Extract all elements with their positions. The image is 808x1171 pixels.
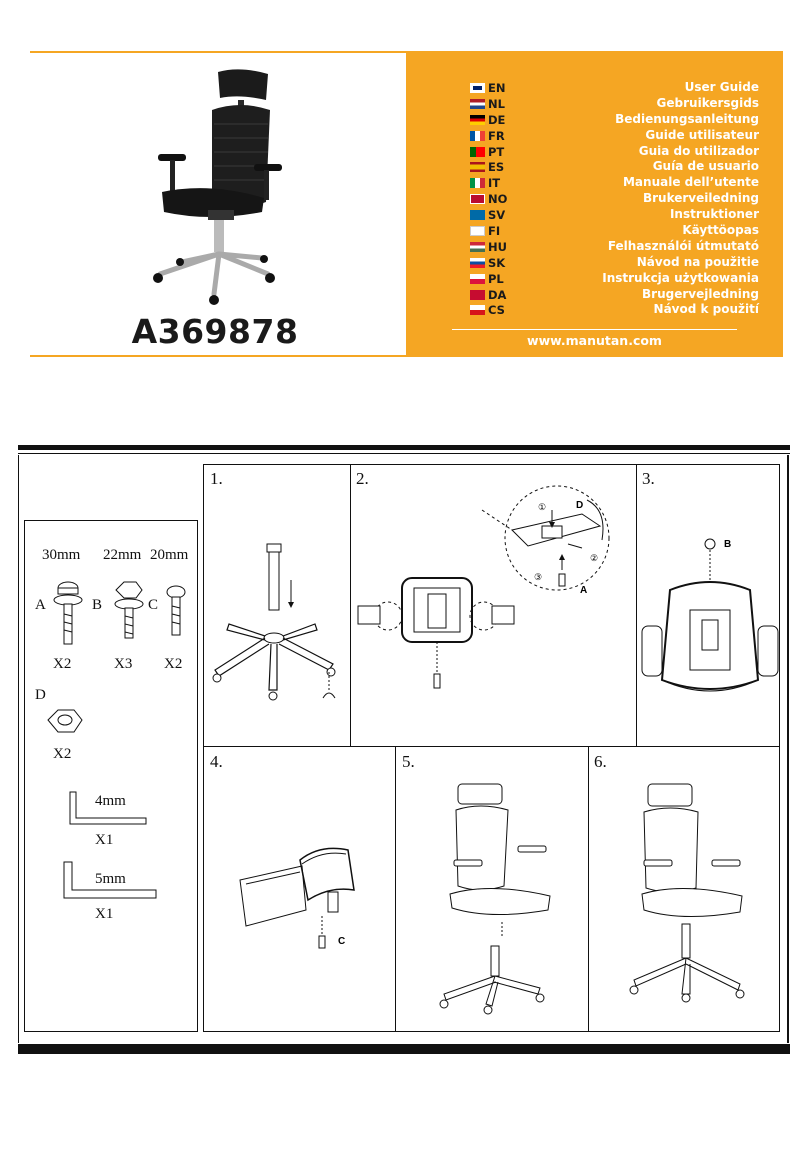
nut-d-icon [44, 706, 84, 740]
website-rule [452, 329, 737, 330]
size-c: 20mm [150, 547, 189, 563]
qty-a: X2 [53, 656, 72, 672]
frame-top-thin-rule [18, 453, 790, 454]
qty-c: X2 [164, 656, 183, 672]
guide-title: Bedienungsanleitung [615, 111, 759, 126]
key2-size: 5mm [95, 871, 126, 887]
step-2-mechanism-illustration [352, 470, 635, 740]
step-5-number: 5. [402, 752, 415, 771]
callout-a: A [580, 585, 588, 596]
key1-qty: X1 [95, 832, 114, 848]
step-5-chair-assembly-illustration [430, 776, 560, 1016]
guide-title: Käyttöopas [682, 223, 759, 238]
header-top-rule [30, 51, 407, 53]
header-bottom-rule [30, 355, 407, 357]
callout-c: C [338, 936, 346, 947]
language-code: DE [488, 112, 506, 127]
guide-title: User Guide [684, 80, 759, 94]
language-code: SK [488, 255, 506, 270]
guide-title: Návod na použitie [636, 254, 759, 269]
guide-title: Guia do utilizador [638, 143, 759, 158]
guide-title: Brugervejledning [642, 286, 759, 301]
guide-title: Guide utilisateur [645, 127, 759, 142]
language-code: ES [488, 160, 505, 175]
callout-3: ③ [534, 572, 543, 582]
label-a: A [35, 597, 46, 613]
office-chair-photo [140, 62, 290, 312]
step-4-headrest-illustration [230, 830, 380, 980]
step-2-number: 2. [356, 469, 369, 488]
qty-b: X3 [114, 656, 133, 672]
bolt-c-icon [164, 584, 194, 644]
step-1-base-gaslift-illustration [205, 540, 350, 710]
language-code: SV [488, 208, 506, 223]
language-code: NO [488, 192, 508, 207]
key1-size: 4mm [95, 793, 126, 809]
frame-bottom-bar [18, 1044, 790, 1054]
step-3-number: 3. [642, 469, 655, 488]
step-1-number: 1. [210, 469, 223, 488]
frame-top-bar [18, 445, 790, 450]
step-4-number: 4. [210, 752, 223, 771]
language-code: NL [488, 96, 505, 111]
label-b: B [92, 597, 103, 613]
step-6-number: 6. [594, 752, 607, 771]
label-d: D [35, 687, 46, 703]
bolt-a-icon [50, 580, 90, 650]
callout-2: ② [590, 553, 599, 563]
bolt-b-icon [108, 580, 148, 650]
guide-title: Manuale dell’utente [622, 175, 759, 190]
guide-title: Gebruikersgids [656, 95, 759, 110]
callout-b: B [724, 539, 732, 550]
qty-d: X2 [53, 746, 72, 762]
language-code: FI [488, 223, 501, 238]
website-link[interactable]: www.manutan.com [527, 333, 662, 348]
step-3-backrest-illustration [640, 530, 780, 710]
language-code: IT [488, 176, 501, 191]
model-number: A369878 [131, 312, 299, 351]
guide-titles [459, 80, 759, 318]
guide-title: Instrukcja użytkowania [602, 270, 759, 285]
language-code: EN [488, 80, 506, 95]
guide-title: Guía de usuario [652, 159, 759, 174]
callout-d: D [576, 500, 584, 511]
label-c: C [148, 597, 159, 613]
guide-title: Instruktioner [669, 207, 759, 222]
guide-title: Brukerveiledning [642, 191, 759, 206]
callout-1: ① [538, 502, 547, 512]
size-a: 30mm [42, 547, 81, 563]
language-code: HU [488, 239, 507, 254]
language-code: PT [488, 144, 505, 159]
language-code: DA [488, 287, 507, 302]
step-6-finished-chair-illustration [622, 776, 752, 1006]
language-code: PL [488, 271, 504, 286]
language-code: FR [488, 128, 505, 143]
key2-qty: X1 [95, 906, 114, 922]
language-code: CS [488, 303, 505, 318]
guide-title: Felhasználói útmutató [607, 238, 759, 253]
size-b: 22mm [103, 547, 142, 563]
guide-title: Návod k použití [653, 302, 759, 317]
